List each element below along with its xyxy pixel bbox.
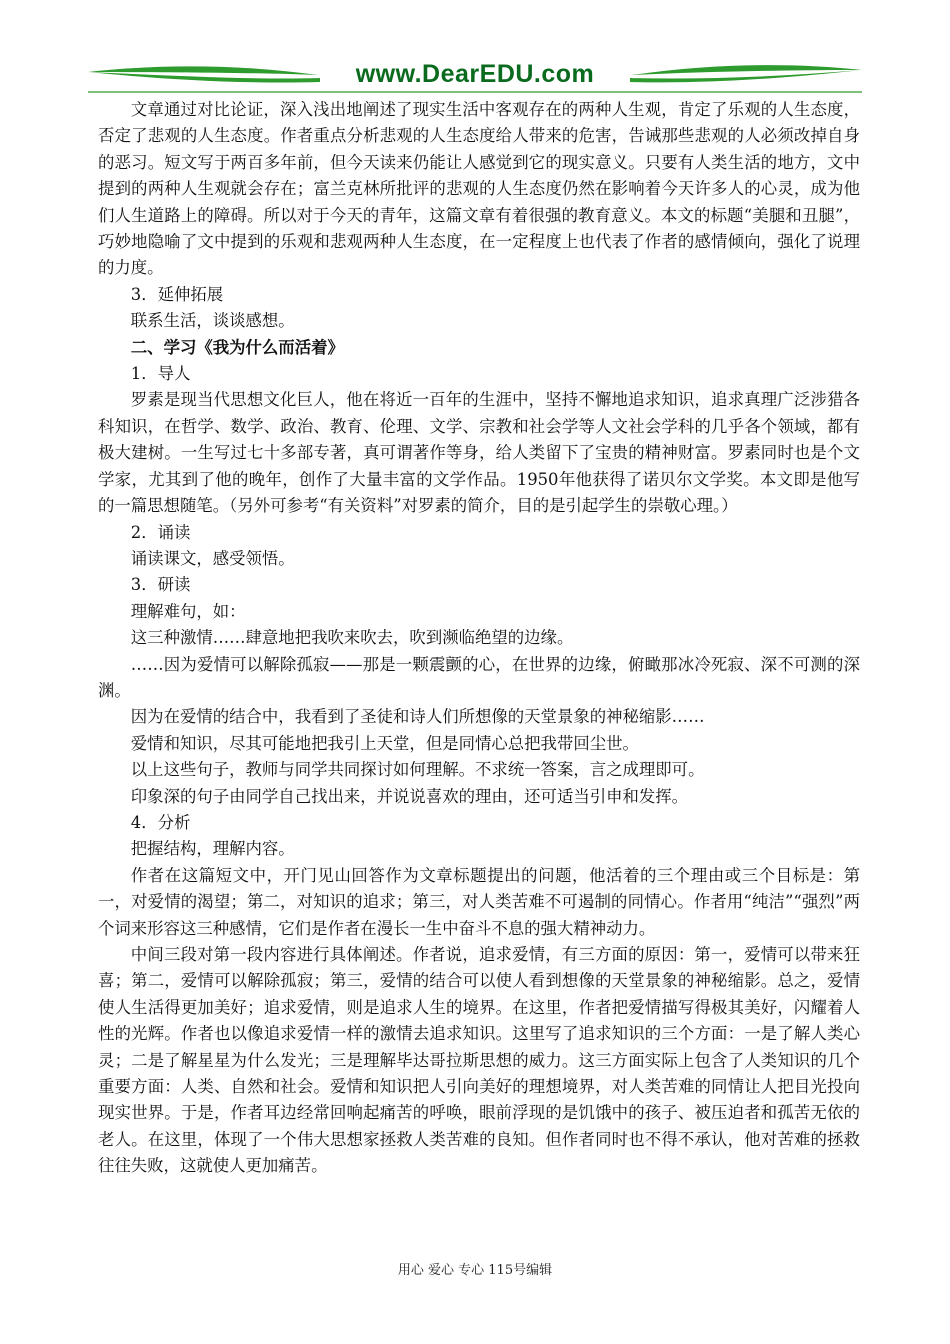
paragraph: 理解难句，如： bbox=[130, 601, 246, 621]
paragraph: 作者在这篇短文中，开门见山回答作为文章标题提出的问题，他活着的三个理由或三个目标是：第一，对爱情的渴望；第二，对知识的追求；第三，对人类苦难不可遏制的同情心。作者用“纯洁”“强烈”两个词来形容这三种感情，它们是作者在漫长一生中奋斗不息的强大精神动力。 bbox=[98, 865, 860, 938]
site-header-banner bbox=[88, 58, 862, 102]
paragraph: 把握结构，理解内容。 bbox=[130, 839, 295, 859]
document-body bbox=[98, 97, 860, 1180]
paragraph: 诵读课文，感受领悟。 bbox=[130, 548, 295, 568]
paragraph: 中间三段对第一段内容进行具体阐述。作者说，追求爱情，有三方面的原因：第一，爱情可以带来狂喜；第二，爱情可以解除孤寂；第三，爱情的结合可以使人看到想像的天堂景象的神秘缩影。总之，爱情使人生活得更加美好；追求爱情，则是追求人生的境界。在这里，作者把爱情描写得极其美好，闪耀着人性的光辉。作者也以像追求爱情一样的激情去追求知识。这里写了追求知识的三个方面：一是了解人类心灵；二是了解星星为什么发光；三是理解毕达哥拉斯思想的威力。这三方面实际上包含了人类知识的几个重要方面：人类、自然和社会。爱情和知识把人引向美好的理想境界，对人类苦难的同情让人把目光投向现实世界。于是，作者耳边经常回响起痛苦的呼唤，眼前浮现的是饥饿中的孩子、被压迫者和孤苦无依的老人。在这里，体现了一个伟大思想家拯救人类苦难的良知。但作者同时也不得不承认，他对苦难的拯救往往失败，这就使人更加痛苦。 bbox=[98, 945, 860, 1176]
section-label: 3．研读 bbox=[130, 575, 191, 595]
section-label: 3．延伸拓展 bbox=[130, 284, 224, 304]
paragraph: 联系生活，谈谈感想。 bbox=[130, 311, 295, 331]
site-brand-logo: www.DearEDU.com bbox=[355, 60, 595, 88]
page-footer: 用心 爱心 专心 115号编辑 bbox=[397, 1263, 553, 1278]
section-label: 1．导人 bbox=[130, 364, 191, 384]
quote-line: 爱情和知识，尽其可能地把我引上天堂，但是同情心总把我带回尘世。 bbox=[130, 733, 639, 753]
quote-line: 这三种激情……肆意地把我吹来吹去，吹到濒临绝望的边缘。 bbox=[130, 628, 574, 648]
paragraph: 罗素是现当代思想文化巨人，他在将近一百年的生涯中，坚持不懈地追求知识，追求真理广泛涉猎各科知识，在哲学、数学、政治、教育、伦理、文学、宗教和社会学等人文社会学科的几乎各个领域，都有极大建树。一生写过七十多部专著，真可谓著作等身，给人类留下了宝贵的精神财富。罗素同时也是个文学家，尤其到了他的晚年，创作了大量丰富的文学作品。1950年他获得了诺贝尔文学奖。本文即是他写的一篇思想随笔。（另外可参考“有关资料”对罗素的简介，目的是引起学生的崇敬心理。） bbox=[98, 390, 860, 516]
section-label: 4．分析 bbox=[130, 812, 191, 832]
quote-line: ……因为爱情可以解除孤寂——那是一颗震颤的心，在世界的边缘，俯瞰那冰冷死寂、深不可测的深渊。 bbox=[98, 654, 860, 700]
paragraph: 以上这些句子，教师与同学共同探讨如何理解。不求统一答案，言之成理即可。 bbox=[130, 760, 705, 780]
paragraph: 印象深的句子由同学自己找出来，并说说喜欢的理由，还可适当引申和发挥。 bbox=[130, 786, 689, 806]
paragraph: 文章通过对比论证，深入浅出地阐述了现实生活中客观存在的两种人生观，肯定了乐观的人生态度，否定了悲观的人生态度。作者重点分析悲观的人生态度给人带来的危害，告诫那些悲观的人必须改掉自身的恶习。短文写于两百多年前，但今天读来仍能让人感觉到它的现实意义。只要有人类生活的地方，文中提到的两种人生观就会存在；富兰克林所批评的悲观的人生态度仍然在影响着今天许多人的心灵，成为他们人生道路上的障碍。所以对于今天的青年，这篇文章有着很强的教育意义。本文的标题“美腿和丑腿”，巧妙地隐喻了文中提到的乐观和悲观两种人生态度，在一定程度上也代表了作者的感情倾向，强化了说理的力度。 bbox=[98, 100, 860, 278]
section-heading: 二、学习《我为什么而活着》 bbox=[130, 337, 344, 357]
section-label: 2．诵读 bbox=[130, 522, 191, 542]
quote-line: 因为在爱情的结合中，我看到了圣徒和诗人们所想像的天堂景象的神秘缩影…… bbox=[130, 707, 705, 727]
